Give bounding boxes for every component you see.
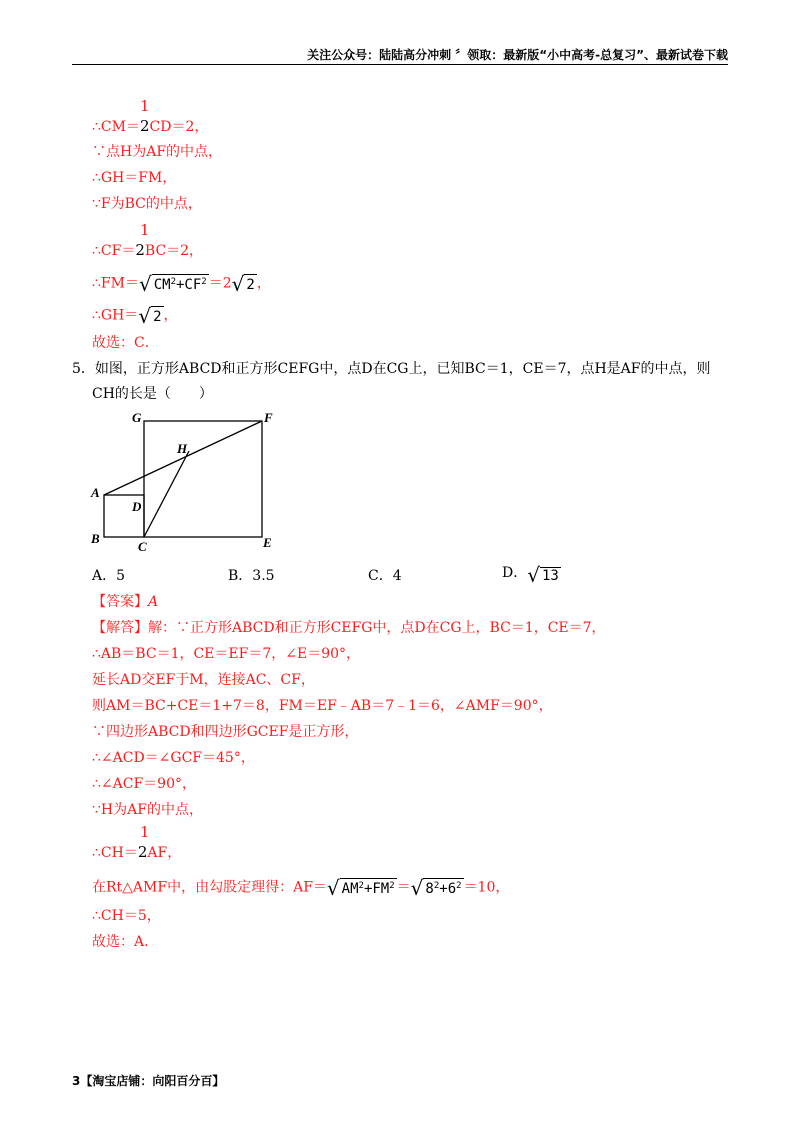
solution-line-2: ∴AB＝BC＝1，CE＝EF＝7，∠E＝90°，: [92, 646, 361, 662]
frac-numerator: 1: [140, 221, 150, 239]
prev-line-f-midpoint: ∵F为BC的中点，: [92, 196, 202, 212]
label-a: A: [91, 485, 100, 500]
frac-denominator: 2: [137, 843, 148, 861]
prev-fm-equals: ＝2: [208, 275, 232, 292]
solution-line-8: ∵H为AF的中点，: [92, 802, 203, 818]
answer-label: 【答案】: [92, 594, 148, 610]
prev-cm-suffix: CD＝2，: [149, 119, 209, 135]
prev-line-gh: ∴GH＝FM，: [92, 170, 177, 186]
sqrt-thirteen: √ 13: [527, 563, 559, 587]
solution-line-4: 则AM＝BC+CE＝1+7＝8，FM＝EF﹣AB＝7﹣1＝6，∠AMF＝90°，: [92, 698, 553, 714]
label-h: H: [177, 441, 188, 456]
answer-line: [92, 592, 158, 612]
label-c: C: [138, 539, 147, 554]
sqrt-eight-six: √ $8^2+6^2$: [410, 876, 462, 900]
answer-options: [92, 565, 692, 587]
geometry-figure: [86, 405, 286, 555]
sqrt-am-fm: √ $AM^2+FM^2$: [326, 876, 395, 900]
prev-cm-prefix: ∴CM＝: [92, 119, 140, 135]
label-g: G: [132, 410, 142, 425]
page-footer: 3【淘宝店铺：向阳百分百】: [72, 1074, 225, 1088]
question-line-2: CH的长是（ ）: [92, 386, 213, 402]
solution-line-6: ∴∠ACD＝∠GCF＝45°，: [92, 750, 255, 766]
segment-ch: [144, 451, 189, 537]
sqrt-two: √ 2: [138, 304, 162, 328]
label-d: D: [132, 499, 142, 514]
header-text: 关注公众号：陆陆高分冲刺 〞领取：最新版“小中高考-总复习”、最新试卷下载: [307, 48, 728, 62]
sqrt-two: √ 2: [231, 272, 255, 296]
square-cefg: [144, 421, 262, 537]
prev-line-h-midpoint: ∵点H为AF的中点，: [92, 144, 223, 160]
frac-denominator: 2: [135, 241, 145, 259]
option-b: B．3.5: [228, 568, 275, 584]
prev-line-fm: ∴FM＝√ $CM^2+CF^2 =2√$ 2 ，: [92, 272, 271, 296]
solution-line-1: 【解答】解：∵正方形ABCD和正方形CEFG中，点D在CG上，BC＝1，CE＝7，: [92, 620, 606, 636]
prev-line-choice: 故选：C．: [92, 335, 159, 351]
frac-numerator: 1: [140, 823, 150, 841]
solution-label: 【解答】: [92, 620, 148, 636]
page-header: [72, 46, 728, 65]
question-text: 如图，正方形ABCD和正方形CEFG中，点D在CG上，已知BC＝1，CE＝7，点H是AF的中点，则: [94, 361, 711, 377]
option-d: D．√ 13: [502, 563, 559, 587]
solution-line-10: 在Rt△AMF中，由勾股定理得：AF＝√ $AM^2+FM^2$ ＝√ $8^2+6^2 =10$，: [92, 876, 510, 900]
option-a: A．5: [92, 568, 126, 584]
prev-gh-prefix: ∴GH＝: [92, 307, 139, 324]
frac-denominator: 2: [139, 117, 150, 135]
option-c: C．4: [368, 568, 402, 584]
sqrt-expression: √ $CM^2+CF^2$: [138, 272, 207, 296]
prev-line-gh-result: ∴GH＝√ 2 ，: [92, 304, 178, 328]
prev-cf-prefix: ∴CF＝: [92, 243, 136, 259]
label-f: F: [264, 410, 273, 425]
question-line-1: [72, 359, 711, 379]
prev-fm-prefix: ∴FM＝: [92, 275, 139, 292]
solution-line-3: 延长AD交EF于M，连接AC、CF，: [92, 672, 315, 688]
segment-af: [104, 421, 262, 495]
label-b: B: [91, 531, 100, 546]
solution-line-12: 故选：A．: [92, 934, 159, 950]
solution-line-11: ∴CH＝5，: [92, 908, 161, 924]
solution-line-7: ∴∠ACF＝90°，: [92, 776, 196, 792]
label-e: E: [263, 535, 272, 550]
frac-numerator: 1: [140, 97, 150, 115]
question-number: 5．: [72, 361, 95, 377]
prev-cf-suffix: BC＝2，: [144, 243, 204, 259]
answer-value: A: [148, 594, 159, 610]
solution-line-5: ∵四边形ABCD和四边形GCEF是正方形，: [92, 724, 359, 740]
